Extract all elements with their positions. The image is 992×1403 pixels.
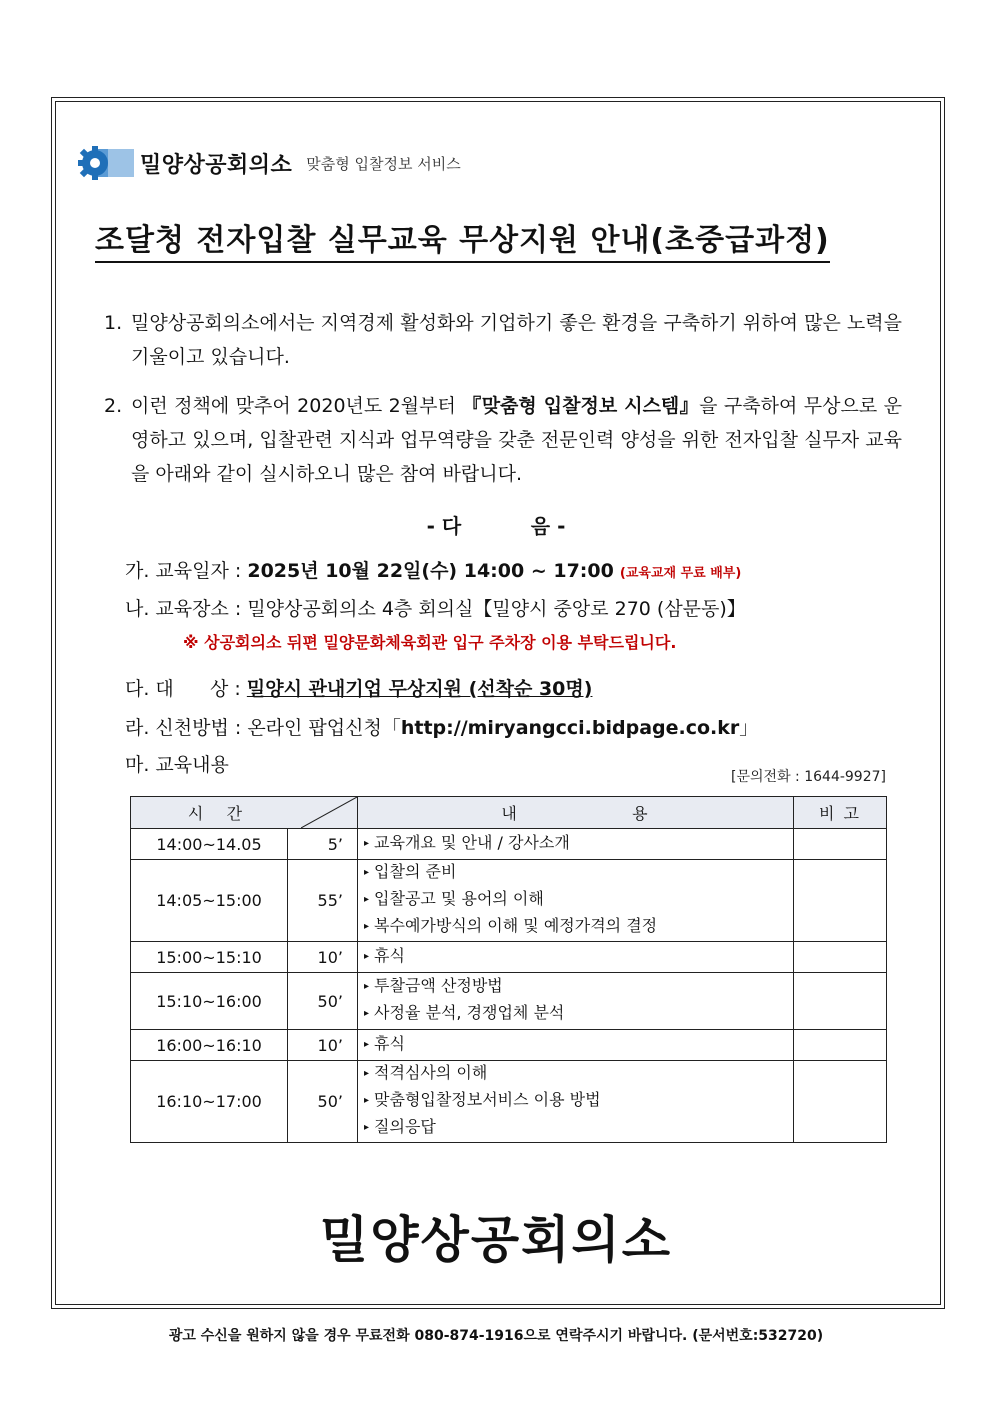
content-line <box>364 831 793 858</box>
place-label: 나. 교육장소 : 밀양상공회의소 4층 회의실 <box>125 598 474 620</box>
bullet-icon: ▸ <box>364 1068 370 1079</box>
content-line <box>364 914 793 941</box>
content-cell <box>358 1061 794 1143</box>
da-eum-heading: - 다 음 - <box>426 514 566 538</box>
service-name: 맞춤형 입찰정보 서비스 <box>306 154 461 173</box>
content-text: 맞춤형입찰정보서비스 이용 방법 <box>374 1090 601 1109</box>
paragraph-2 <box>104 389 902 491</box>
note-cell <box>794 1061 887 1143</box>
date-label: 가. 교육일자 : <box>125 560 248 582</box>
schedule-table <box>130 796 887 1143</box>
time-cell: 16:10~17:00 <box>131 1061 288 1143</box>
contact-phone: [문의전화 : 1644-9927] <box>731 769 886 785</box>
note-cell <box>794 829 887 860</box>
paragraph-number: 1. <box>104 312 123 334</box>
bullet-icon: ▸ <box>364 1008 370 1019</box>
apply-url[interactable]: http://miryangcci.bidpage.co.kr <box>400 717 740 739</box>
duration-cell: 50’ <box>288 973 358 1030</box>
time-cell: 14:00~14.05 <box>131 829 288 860</box>
bullet-icon: ▸ <box>364 981 370 992</box>
paragraph-text <box>131 389 902 491</box>
content-text: 휴식 <box>374 1033 405 1053</box>
paragraph-text-start: 이런 정책에 맞추어 2020년도 2월부터 <box>131 395 463 417</box>
duration-cell: 55’ <box>288 860 358 942</box>
target-label: 다. 대 상 : <box>125 678 247 700</box>
content-line <box>364 887 793 914</box>
content-cell <box>358 973 794 1030</box>
bullet-icon: ▸ <box>364 1122 370 1133</box>
content-text: 사정율 분석, 경쟁업체 분석 <box>374 1003 565 1022</box>
table-row <box>131 973 887 1030</box>
content-line <box>364 1001 793 1028</box>
apply-label: 라. 신천방법 : 온라인 팝업신청「 <box>125 717 401 739</box>
content-text: 입찰공고 및 용어의 이해 <box>374 889 544 908</box>
content-cell <box>358 942 794 973</box>
note-cell <box>794 860 887 942</box>
content-line <box>364 944 793 971</box>
table-row <box>131 829 887 860</box>
paragraph-text-end: 을 구축하여 무상으로 운영하고 있으며, 입찰관련 지식과 업무역량을 갖춘 전문인력 양성을 위한 전자입찰 실무자 교육을 아래와 같이 실시하오니 많은 참여 바랍니다. <box>131 395 902 485</box>
table-row <box>131 1030 887 1061</box>
bullet-icon: ▸ <box>364 950 370 962</box>
cci-logo-icon <box>78 145 134 181</box>
bullet-icon: ▸ <box>364 1095 370 1106</box>
bullet-icon: ▸ <box>364 921 370 932</box>
table-header-row <box>131 797 887 829</box>
paragraph-1 <box>104 306 902 374</box>
date-note: (교육교재 무료 배부) <box>619 566 742 581</box>
apply-end: 」 <box>739 717 759 739</box>
table-row <box>131 860 887 942</box>
item-place <box>125 594 746 624</box>
date-value: 2025년 10월 22일(수) 14:00 ~ 17:00 <box>247 560 614 582</box>
content-text: 교육개요 및 안내 / 강사소개 <box>374 832 570 852</box>
place-value: 【밀양시 중앙로 270 (삼문동)】 <box>473 598 746 620</box>
system-name: 『맞춤형 입찰정보 시스템』 <box>462 395 700 417</box>
header-time: 시 간 <box>131 797 358 829</box>
header-content: 내 용 <box>358 797 794 829</box>
footer-notice: 광고 수신을 원하지 않을 경우 무료전화 080-874-1916으로 연락주시기 바랍니다. (문서번호:532720) <box>168 1328 824 1344</box>
diagonal-line <box>301 797 357 828</box>
note-cell <box>794 1030 887 1061</box>
document-title: 조달청 전자입찰 실무교육 무상지원 안내(초중급과정) <box>95 222 830 263</box>
note-cell <box>794 942 887 973</box>
time-cell: 15:10~16:00 <box>131 973 288 1030</box>
paragraph-number: 2. <box>104 395 123 417</box>
content-text: 휴식 <box>374 945 405 965</box>
content-cell <box>358 1030 794 1061</box>
item-target <box>125 674 592 704</box>
target-value: 밀양시 관내기업 무상지원 (선착순 30명) <box>246 678 593 700</box>
content-line <box>364 974 793 1001</box>
time-cell: 14:05~15:00 <box>131 860 288 942</box>
header <box>78 145 461 181</box>
parking-note: ※ 상공회의소 뒤편 밀양문화체육회관 입구 주차장 이용 부탁드립니다. <box>183 633 677 652</box>
item-content: 마. 교육내용 <box>125 754 229 776</box>
content-line <box>364 1061 793 1088</box>
note-cell <box>794 973 887 1030</box>
time-cell: 16:00~16:10 <box>131 1030 288 1061</box>
duration-cell: 50’ <box>288 1061 358 1143</box>
table-row <box>131 942 887 973</box>
content-line <box>364 1088 793 1115</box>
content-text: 투찰금액 산정방법 <box>374 976 503 995</box>
content-cell <box>358 860 794 942</box>
content-line <box>364 1032 793 1059</box>
paragraph-text: 밀양상공회의소에서는 지역경제 활성화와 기업하기 좋은 환경을 구축하기 위하여 많은 노력을 기울이고 있습니다. <box>131 312 902 368</box>
signature-org-name: 밀양상공회의소 <box>319 1211 673 1269</box>
content-text: 적격심사의 이해 <box>374 1063 488 1082</box>
content-cell <box>358 829 794 860</box>
org-name: 밀양상공회의소 <box>140 152 293 178</box>
content-text: 질의응답 <box>374 1117 436 1136</box>
header-note: 비 고 <box>794 797 887 829</box>
table-row <box>131 1061 887 1143</box>
duration-cell: 10’ <box>288 1030 358 1061</box>
content-line <box>364 1115 793 1142</box>
bullet-icon: ▸ <box>364 894 370 905</box>
duration-cell: 10’ <box>288 942 358 973</box>
bullet-icon: ▸ <box>364 837 370 849</box>
content-text: 복수예가방식의 이해 및 예정가격의 결정 <box>374 916 658 935</box>
bullet-icon: ▸ <box>364 1038 370 1050</box>
item-date <box>125 556 741 589</box>
item-apply <box>125 713 758 743</box>
content-line <box>364 860 793 887</box>
bullet-icon: ▸ <box>364 867 370 878</box>
duration-cell: 5’ <box>288 829 358 860</box>
content-text: 입찰의 준비 <box>374 862 457 881</box>
time-cell: 15:00~15:10 <box>131 942 288 973</box>
